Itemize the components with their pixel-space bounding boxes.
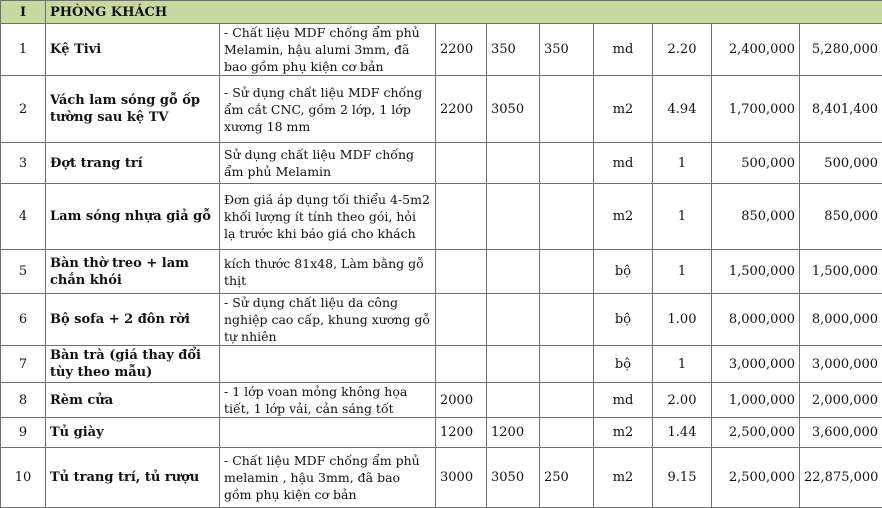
item-quantity: 1 (653, 346, 712, 383)
item-dim-3 (540, 418, 594, 448)
item-quantity: 1.00 (653, 294, 712, 346)
item-number: 2 (1, 76, 46, 143)
item-dim-1: 2200 (436, 76, 487, 143)
item-total: 2,000,000 (800, 383, 882, 418)
item-dim-2: 3050 (487, 76, 540, 143)
item-total: 22,875,000 (800, 448, 882, 508)
item-quantity: 1.44 (653, 418, 712, 448)
table-row (1, 24, 882, 76)
item-quantity: 2.20 (653, 24, 712, 76)
item-quantity: 2.00 (653, 383, 712, 418)
table-row (1, 76, 882, 143)
table-row (1, 250, 882, 294)
item-name: Kệ Tivi (46, 24, 220, 76)
table-row (1, 448, 882, 508)
table-row (1, 418, 882, 448)
item-name: Tủ giày (46, 418, 220, 448)
item-unit-price: 2,500,000 (712, 448, 800, 508)
item-unit: m2 (594, 184, 653, 250)
item-dim-2 (487, 383, 540, 418)
item-number: 6 (1, 294, 46, 346)
item-dim-3 (540, 250, 594, 294)
item-dim-3: 250 (540, 448, 594, 508)
item-dim-3 (540, 76, 594, 143)
item-total: 8,000,000 (800, 294, 882, 346)
section-header-row (1, 1, 882, 24)
item-unit: m2 (594, 76, 653, 143)
table-row (1, 294, 882, 346)
item-unit-price: 8,000,000 (712, 294, 800, 346)
item-unit-price: 1,000,000 (712, 383, 800, 418)
section-title: PHÒNG KHÁCH (46, 1, 882, 24)
item-name: Bộ sofa + 2 đôn rời (46, 294, 220, 346)
item-dim-3 (540, 143, 594, 184)
item-total: 5,280,000 (800, 24, 882, 76)
item-unit-price: 500,000 (712, 143, 800, 184)
item-name: Bàn thờ treo + lam chắn khói (46, 250, 220, 294)
item-dim-2 (487, 143, 540, 184)
item-dim-3 (540, 294, 594, 346)
item-description: - Chất liệu MDF chống ẩm phủ melamin , hậu 3mm, đã bao gồm phụ kiện cơ bản (220, 448, 436, 508)
item-unit: bộ (594, 346, 653, 383)
table-body (1, 1, 882, 508)
item-total: 3,600,000 (800, 418, 882, 448)
item-number: 3 (1, 143, 46, 184)
item-unit: bộ (594, 294, 653, 346)
item-dim-1: 3000 (436, 448, 487, 508)
item-description (220, 418, 436, 448)
item-dim-2 (487, 346, 540, 383)
item-total: 8,401,400 (800, 76, 882, 143)
item-name: Rèm cửa (46, 383, 220, 418)
item-name: Bàn trà (giá thay đổi tùy theo mẫu) (46, 346, 220, 383)
item-description: kích thước 81x48, Làm bằng gỗ thịt (220, 250, 436, 294)
table-row (1, 143, 882, 184)
item-dim-2 (487, 294, 540, 346)
item-unit: m2 (594, 418, 653, 448)
item-quantity: 1 (653, 184, 712, 250)
item-description: - 1 lớp voan mỏng không họa tiết, 1 lớp vải, cản sáng tốt (220, 383, 436, 418)
item-description: Sử dụng chất liệu MDF chống ẩm phủ Melamin (220, 143, 436, 184)
item-unit: bộ (594, 250, 653, 294)
item-name: Đợt trang trí (46, 143, 220, 184)
item-dim-2: 1200 (487, 418, 540, 448)
item-dim-2 (487, 250, 540, 294)
item-description (220, 346, 436, 383)
item-unit-price: 3,000,000 (712, 346, 800, 383)
item-description: - Sử dụng chất liệu da công nghiệp cao cấp, khung xương gỗ tự nhiên (220, 294, 436, 346)
item-unit: m2 (594, 448, 653, 508)
section-index: I (1, 1, 46, 24)
item-dim-1 (436, 294, 487, 346)
table-row (1, 346, 882, 383)
table-row (1, 184, 882, 250)
item-dim-1 (436, 143, 487, 184)
item-number: 5 (1, 250, 46, 294)
item-total: 1,500,000 (800, 250, 882, 294)
item-total: 500,000 (800, 143, 882, 184)
item-dim-1 (436, 346, 487, 383)
item-total: 3,000,000 (800, 346, 882, 383)
item-dim-3 (540, 346, 594, 383)
item-unit-price: 2,400,000 (712, 24, 800, 76)
item-dim-2 (487, 184, 540, 250)
item-dim-1 (436, 250, 487, 294)
item-unit: md (594, 24, 653, 76)
item-number: 7 (1, 346, 46, 383)
item-dim-3 (540, 383, 594, 418)
item-description: - Sử dụng chất liệu MDF chống ẩm cắt CNC, gồm 2 lớp, 1 lớp xương 18 mm (220, 76, 436, 143)
item-dim-2: 350 (487, 24, 540, 76)
item-number: 9 (1, 418, 46, 448)
item-dim-1: 2000 (436, 383, 487, 418)
item-total: 850,000 (800, 184, 882, 250)
item-dim-3 (540, 184, 594, 250)
item-number: 4 (1, 184, 46, 250)
item-number: 10 (1, 448, 46, 508)
item-name: Vách lam sóng gỗ ốp tường sau kệ TV (46, 76, 220, 143)
item-dim-1: 1200 (436, 418, 487, 448)
item-unit: md (594, 143, 653, 184)
item-unit-price: 1,700,000 (712, 76, 800, 143)
item-dim-3: 350 (540, 24, 594, 76)
item-name: Lam sóng nhựa giả gỗ (46, 184, 220, 250)
item-unit-price: 850,000 (712, 184, 800, 250)
item-dim-1 (436, 184, 487, 250)
item-quantity: 9.15 (653, 448, 712, 508)
item-name: Tủ trang trí, tủ rượu (46, 448, 220, 508)
item-number: 1 (1, 24, 46, 76)
item-unit: md (594, 383, 653, 418)
item-unit-price: 1,500,000 (712, 250, 800, 294)
item-dim-1: 2200 (436, 24, 487, 76)
item-quantity: 1 (653, 250, 712, 294)
item-number: 8 (1, 383, 46, 418)
item-quantity: 4.94 (653, 76, 712, 143)
item-unit-price: 2,500,000 (712, 418, 800, 448)
item-dim-2: 3050 (487, 448, 540, 508)
item-description: - Chất liệu MDF chống ẩm phủ Melamin, hậu alumi 3mm, đã bao gồm phụ kiện cơ bản (220, 24, 436, 76)
item-description: Đơn giá áp dụng tối thiểu 4-5m2 khối lượng ít tính theo gói, hỏi lạ trước khi báo giá cho khách (220, 184, 436, 250)
item-quantity: 1 (653, 143, 712, 184)
table-row (1, 383, 882, 418)
